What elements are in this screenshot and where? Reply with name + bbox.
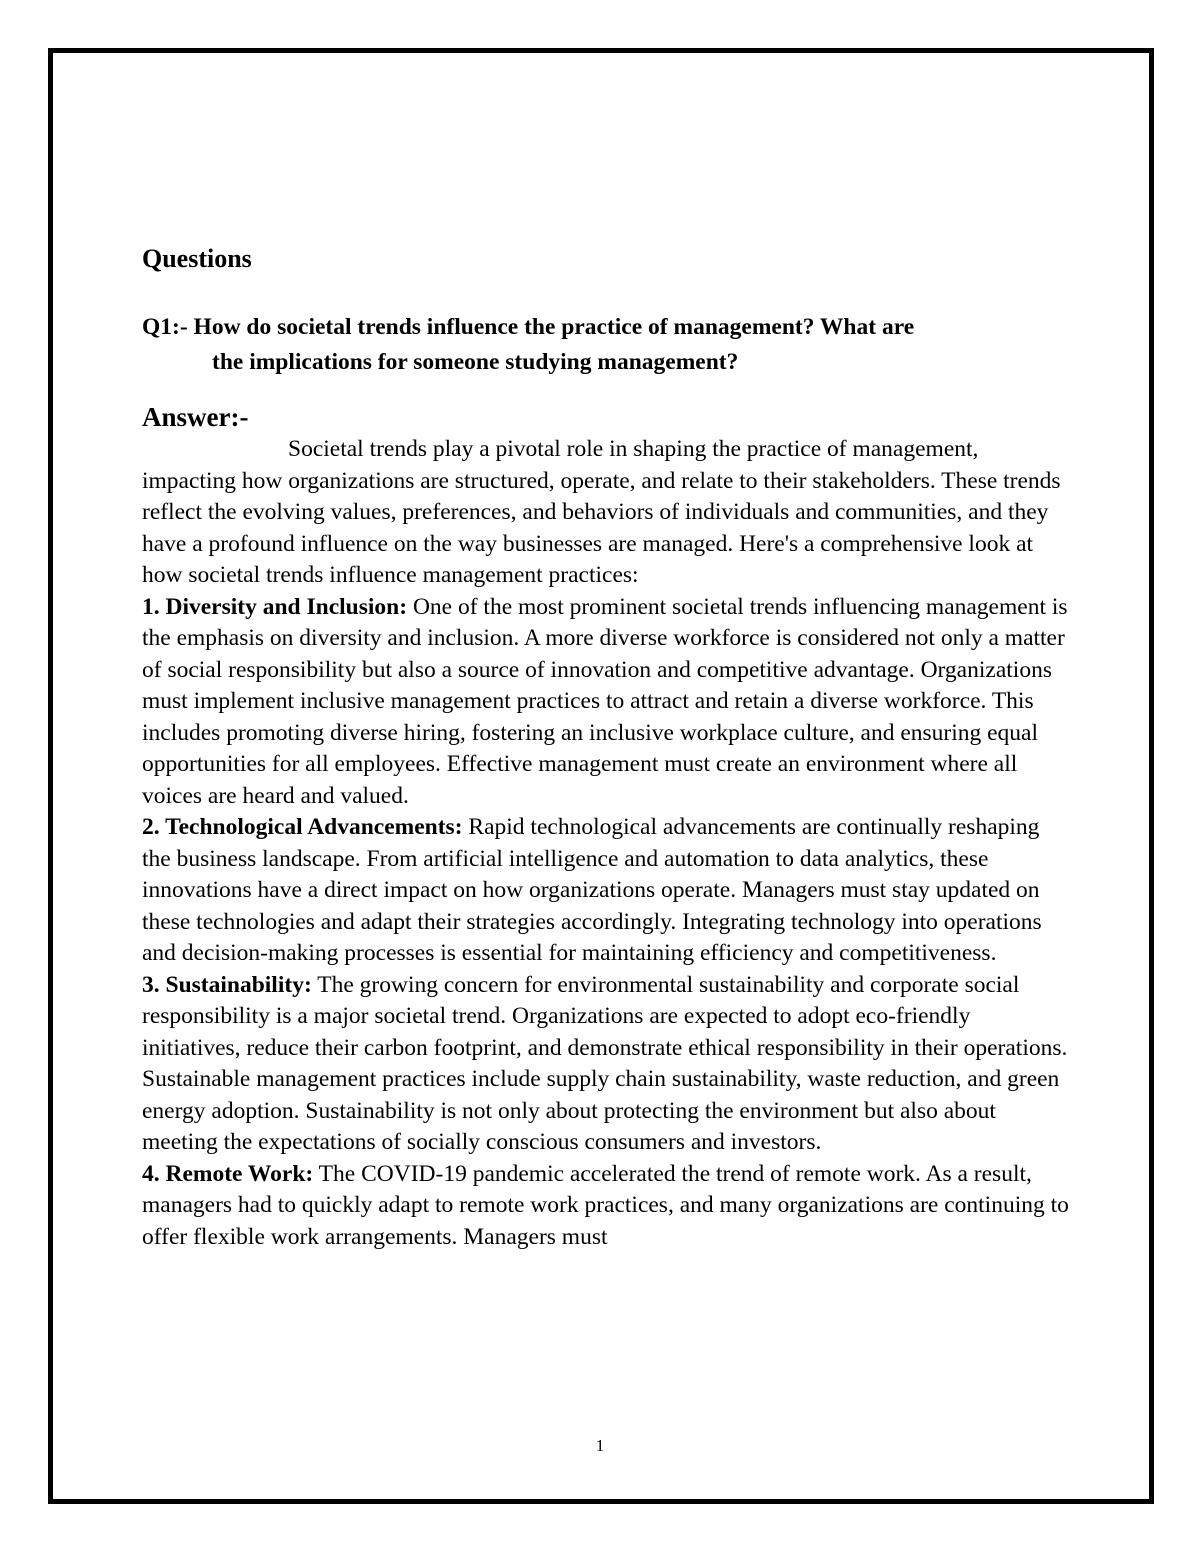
list-item-diversity xyxy=(142,592,1072,813)
answer-intro-paragraph: Societal trends play a pivotal role in shaping the practice of management, impacting how organizations are structured, operate, and relate to their stakeholders. These trends reflect the evolving values, preferences, and behaviors of individuals and communities, and they have a profound influence on the way businesses are managed. Here's a comprehensive look at how societal trends influence management practices: xyxy=(142,436,1061,588)
list-item-remote-work xyxy=(142,1159,1072,1254)
list-item-text: One of the most prominent societal trends influencing management is the emphasis on diversity and inclusion. A more diverse workforce is considered not only a matter of social responsibility but also a source of innovation and competitive advantage. Organizations must implement inclusive management practices to attract and retain a diverse workforce. This includes promoting diverse hiring, fostering an inclusive workplace culture, and ensuring equal opportunities for all employees. Effective management must create an environment where all voices are heard and valued. xyxy=(142,593,1068,809)
document-body xyxy=(142,240,1072,1253)
question-line-2: the implications for someone studying management? xyxy=(212,349,739,375)
section-heading: Questions xyxy=(142,244,252,273)
list-item-title: 2. Technological Advancements: xyxy=(142,814,463,840)
answer-heading: Answer:- xyxy=(142,402,249,432)
question-q1 xyxy=(142,310,1072,380)
list-item-text: Rapid technological advancements are continually reshaping the business landscape. From artificial intelligence and automation to data analytics, these innovations have a direct impact on how organizations operate. Managers must stay updated on these technologies and adapt their strategies accordingly. Integrating technology into operations and decision-making processes is essential for maintaining efficiency and competitiveness. xyxy=(142,814,1042,966)
list-item-text: The growing concern for environmental sustainability and corporate social responsibility is a major societal trend. Organizations are expected to adopt eco-friendly initiatives, reduce their carbon footprint, and demonstrate ethical responsibility in their operations. Sustainable management practices include supply chain sustainability, waste reduction, and green energy adoption. Sustainability is not only about protecting the environment but also about meeting the expectations of socially conscious consumers and investors. xyxy=(142,971,1068,1155)
question-line-1: Q1:- How do societal trends influence the practice of management? What are xyxy=(142,314,915,340)
list-item-title: 4. Remote Work: xyxy=(142,1160,314,1187)
page-number: 1 xyxy=(595,1436,605,1455)
list-item-text: The COVID-19 pandemic accelerated the trend of remote work. As a result, managers had to quickly adapt to remote work practices, and many organizations are continuing to offer flexible work arrangements. Managers must xyxy=(142,1160,1069,1250)
list-item-sustainability xyxy=(142,970,1072,1159)
list-item-title: 1. Diversity and Inclusion: xyxy=(142,593,408,620)
list-item-technology xyxy=(142,812,1072,970)
list-item-title: 3. Sustainability: xyxy=(142,971,312,998)
